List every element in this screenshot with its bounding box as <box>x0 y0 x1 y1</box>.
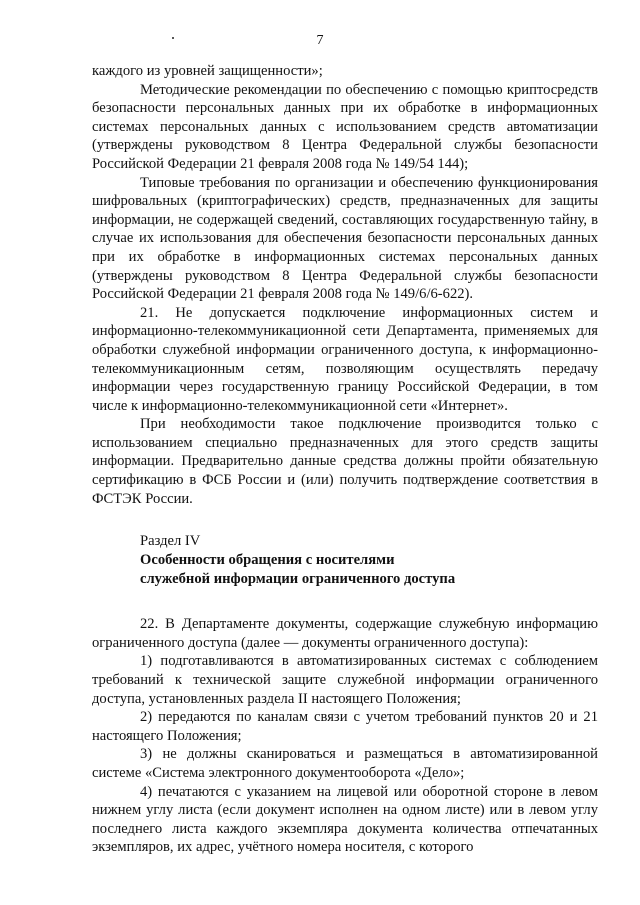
page-number: 7 <box>316 33 324 48</box>
scan-speck <box>172 37 174 39</box>
paragraph: каждого из уровней защищенности»; <box>92 63 323 79</box>
section-title-line-1: Особенности обращения с носителями <box>140 552 395 569</box>
paragraph: 3) не должны сканироваться и размещаться в автоматизированной системе «Система электронного документооборота «Дело»; <box>92 746 598 781</box>
paragraph: Типовые требования по организации и обеспечению функционирования шифровальных (криптографических) средств, предназначенных для защиты информации, не содержащей сведений, составляющих государственную тайну, в случае их использования для обеспечения безопасности персональных данных при их обработке в информационных системах персональных данных (утверждены руководством 8 Центра Федеральной службы безопасности Российской Федерации 21 февраля 2008 года № 149/6/6-622). <box>92 174 598 303</box>
section-label: Раздел IV <box>140 533 201 550</box>
section-title-line-2: служебной информации ограниченного доступа <box>140 571 456 588</box>
paragraph: 22. В Департаменте документы, содержащие служебную информацию ограниченного доступа (далее — документы ограниченного доступа): <box>92 616 598 651</box>
paragraph: 21. Не допускается подключение информационных систем и информационно-телекоммуникационной сети Департамента, применяемых для обработки служебной информации ограниченного доступа, к информационно-телекоммуникационным сетям, позволяющим осуществлять передачу информации через государственную границу Российской Федерации, в том числе к информационно-телекоммуникационной сети «Интернет». <box>92 304 598 414</box>
document-body <box>92 62 598 857</box>
paragraph: При необходимости такое подключение производится только с использованием специально предназначенных для этого средств защиты информации. Предварительно данные средства должны пройти обязательную сертификацию в ФСБ России и (или) получить подтверждение соответствия в ФСТЭК России. <box>92 416 598 507</box>
paragraph: 4) печатаются с указанием на лицевой или оборотной стороне в левом нижнем углу листа (если документ исполнен на одном листе) или в левом углу последнего листа каждого экземпляра документа количества отпечатанных экземпляров, их адрес, учётного номера носителя, с которого <box>92 783 598 856</box>
section-heading <box>92 532 598 589</box>
paragraph: 1) подготавливаются в автоматизированных системах с соблюдением требований к технической защите служебной информации ограниченного доступа, установленных раздела II настоящего Положения; <box>92 653 598 707</box>
paragraph: 2) передаются по каналам связи с учетом требований пунктов 20 и 21 настоящего Положения; <box>92 709 598 744</box>
paragraph: Методические рекомендации по обеспечению с помощью криптосредств безопасности персональных данных при их обработке в информационных системах персональных данных с использованием средств автоматизации (утверждены руководством 8 Центра Федеральной службы безопасности Российской Федерации 21 февраля 2008 года № 149/54 144); <box>92 81 598 172</box>
